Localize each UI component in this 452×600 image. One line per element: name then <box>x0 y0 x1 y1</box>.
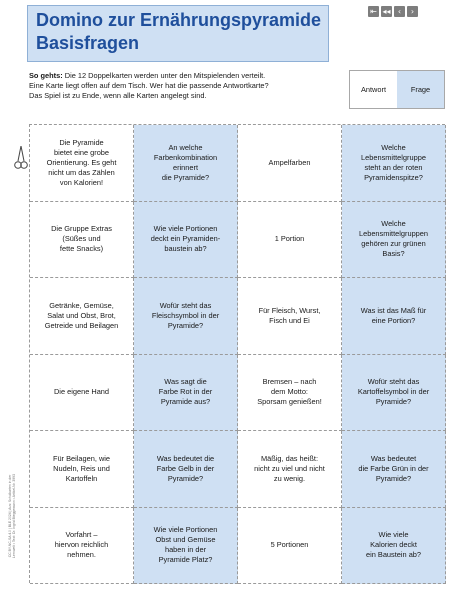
copyright-line-2: Lernwelt • Text: Dr. Ingrid Bieggemann • Artikel-Nr. 3993 <box>12 474 16 558</box>
domino-question[interactable]: Welche Lebensmittelgruppen gehören zur grünen Basis? <box>342 202 446 279</box>
legend-box <box>349 70 445 109</box>
instructions-text-1: Die 12 Doppelkarten werden unter den Mitspielenden verteilt. <box>62 71 266 80</box>
domino-question[interactable]: Was bedeutet die Farbe Grün in der Pyramide? <box>342 431 446 508</box>
domino-answer[interactable]: Die Pyramide bietet eine grobe Orientierung. Es geht nicht um das Zählen von Kalorien! <box>30 125 134 202</box>
domino-answer[interactable]: Für Fleisch, Wurst, Fisch und Ei <box>238 278 342 355</box>
legend-frage: Frage <box>397 71 444 108</box>
rewind-icon[interactable]: ◂◂ <box>382 7 391 16</box>
instructions-text-3: Das Spiel ist zu Ende, wenn alle Karten angelegt sind. <box>29 91 207 100</box>
domino-question[interactable]: Was bedeutet die Farbe Gelb in der Pyramide? <box>134 431 238 508</box>
domino-answer[interactable]: Ampelfarben <box>238 125 342 202</box>
copyright-note <box>4 446 16 586</box>
domino-question[interactable]: Wie viele Portionen Obst und Gemüse haben in der Pyramide Platz? <box>134 508 238 585</box>
domino-question[interactable]: Wie viele Kalorien deckt ein Baustein ab? <box>342 508 446 585</box>
first-page-icon[interactable]: ⇤ <box>368 6 379 17</box>
next-page-icon[interactable]: › <box>407 6 418 17</box>
domino-answer[interactable]: Für Beilagen, wie Nudeln, Reis und Kartoffeln <box>30 431 134 508</box>
legend-antwort: Antwort <box>360 85 387 94</box>
domino-answer[interactable]: 5 Portionen <box>238 508 342 585</box>
domino-question[interactable]: Wie viele Portionen deckt ein Pyramiden- baustein ab? <box>134 202 238 279</box>
domino-answer[interactable]: Die Gruppe Extras (Süßes und fette Snacks) <box>30 202 134 279</box>
page-title: Domino zur Ernährungspyramide <box>36 10 322 30</box>
domino-answer[interactable]: Mäßig, das heißt: nicht zu viel und nicht zu wenig. <box>238 431 342 508</box>
page-navigation <box>368 6 418 17</box>
domino-answer[interactable]: Die eigene Hand <box>30 355 134 432</box>
domino-grid <box>29 124 445 583</box>
domino-question[interactable]: Was ist das Maß für eine Portion? <box>342 278 446 355</box>
instructions-label: So gehts: <box>29 71 63 80</box>
title-box <box>27 5 329 62</box>
prev-page-icon[interactable]: ‹ <box>394 6 405 17</box>
domino-question[interactable]: An welche Farbenkombination erinnert die Pyramide? <box>134 125 238 202</box>
domino-answer[interactable]: Getränke, Gemüse, Salat und Obst, Brot, Getreide und Beilagen <box>30 278 134 355</box>
instructions <box>29 71 329 101</box>
copyright-line-1: CC BY-NC-SA 4.0 | BLE 2024 | Aus: Schulkarten in der <box>8 474 12 558</box>
page-subtitle: Basisfragen <box>36 33 140 53</box>
domino-answer[interactable]: Vorfahrt – hiervon reichlich nehmen. <box>30 508 134 585</box>
domino-question[interactable]: Wofür steht das Kartoffelsymbol in der Pyramide? <box>342 355 446 432</box>
domino-answer[interactable]: Bremsen – nach dem Motto: Sporsam genießen! <box>238 355 342 432</box>
domino-question[interactable]: Was sagt die Farbe Rot in der Pyramide aus? <box>134 355 238 432</box>
domino-question[interactable]: Wofür steht das Fleischsymbol in der Pyramide? <box>134 278 238 355</box>
domino-question[interactable]: Welche Lebensmittelgruppe steht an der roten Pyramidenspitze? <box>342 125 446 202</box>
instructions-text-2: Eine Karte liegt offen auf dem Tisch. Wer hat die passende Antwortkarte? <box>29 81 269 90</box>
scissors-icon <box>14 146 28 172</box>
domino-answer[interactable]: 1 Portion <box>238 202 342 279</box>
